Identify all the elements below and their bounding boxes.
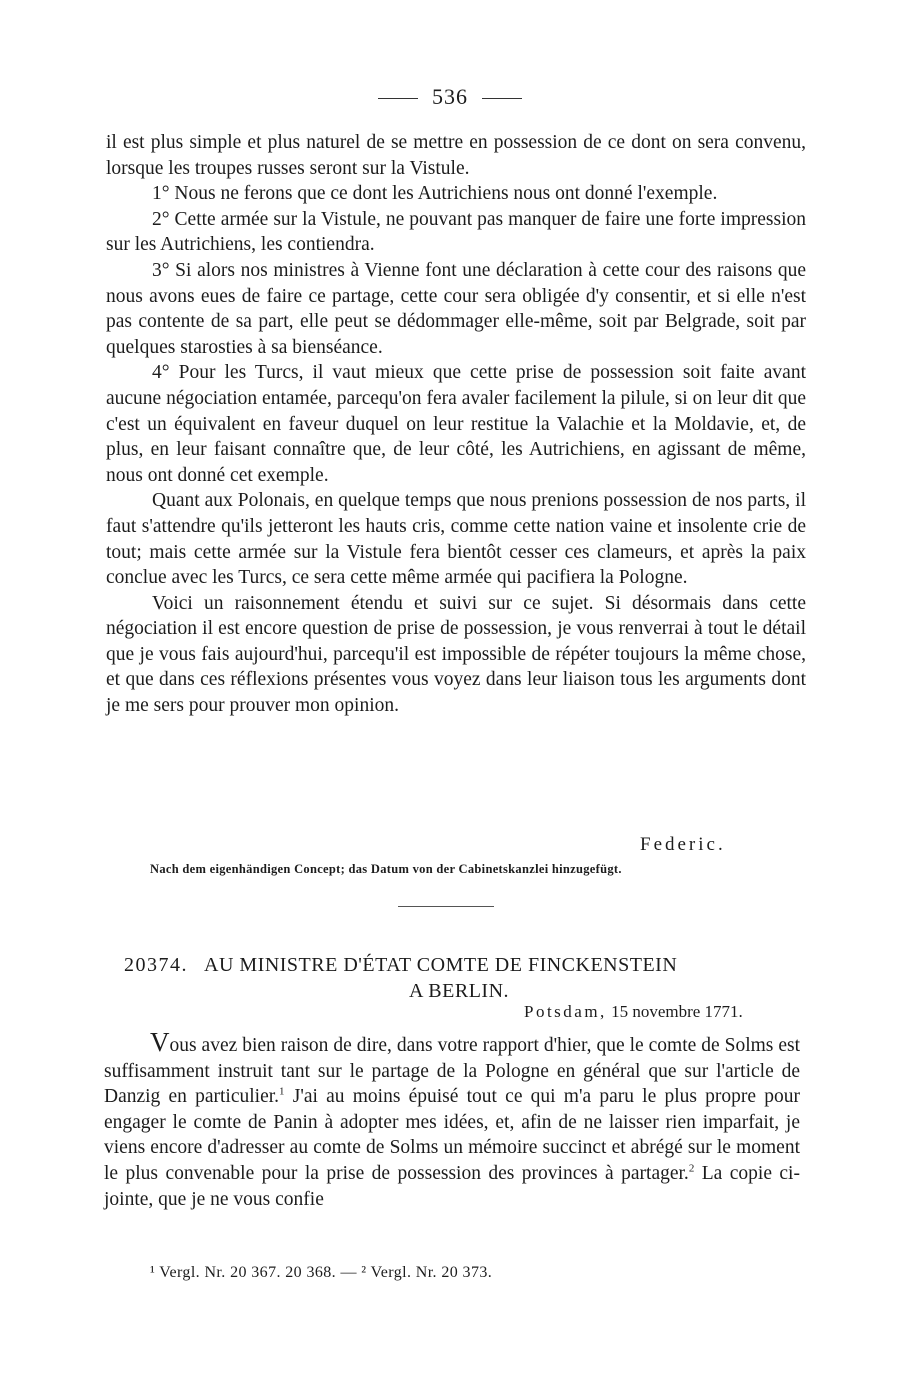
source-note: Nach dem eigenhändigen Concept; das Datum von der Cabinetskanzlei hinzugefügt. (150, 862, 622, 876)
paragraph-intro: il est plus simple et plus naturel de se mettre en possession de ce dont on sera convenu, lorsque les troupes russes seront sur la Vistule. (106, 132, 806, 179)
letter-heading (124, 952, 794, 1004)
page-header (0, 84, 900, 110)
letter-continuation (106, 130, 806, 719)
paragraph-polonais: Quant aux Polonais, en quelque temps que nous prenions possession de nos parts, il faut s'attendre qu'ils jetteront les hauts cris, comme cette nation vaine et insolente crie de tout; mais cette armée sur la Vistule fera bientôt cesser ces clameurs, et après la paix conclue avec les Turcs, ce sera cette même armée qui pacifiera la Pologne. (106, 490, 806, 589)
body-text-part3: La copie ci-jointe, que je ne vous confie (104, 1162, 800, 1210)
signature: Federic. (640, 834, 726, 855)
section-divider (398, 906, 494, 907)
body-text-part1: ous avez bien raison de dire, dans votre rapport d'hier, que le comte de Solms est suffisamment instruit tant sur le partage de la Pologne en général que sur l'article de Danzig en particulier. (104, 1035, 800, 1108)
date: 15 novembre 1771. (611, 1002, 743, 1021)
initial-letter: V (150, 1027, 170, 1057)
letter-body (104, 1027, 800, 1212)
place: Potsdam, (524, 1002, 607, 1021)
header-dash-right (482, 98, 522, 99)
place-date (524, 1002, 743, 1022)
paragraph-point-4: 4° Pour les Turcs, il vaut mieux que cette prise de possession soit faite avant aucune négociation entamée, parcequ'on fera avaler facilement la pilule, si on leur dit que c'est un équivalent en faveur duquel on leur restitue la Valachie et la Moldavie, et, de plus, en leur faisant connaître que, de leur côté, les Autrichiens, en agissant de même, nous ont donné cet exemple. (106, 362, 806, 486)
paragraph-conclusion: Voici un raisonnement étendu et suivi sur ce sujet. Si désormais dans cette négociation il est encore question de prise de possession, je vous renverrai à tout le détail que je vous fais aujourd'hui, parcequ'il est impossible de répéter toujours la même chose, et que dans ces réflexions présentes vous voyez dans leur liaison tous les arguments dont je me sers pour prouver mon opinion. (106, 592, 806, 717)
paragraph-point-3: 3° Si alors nos ministres à Vienne font une déclaration à cette cour des raisons que nous avons eues de faire ce partage, cette cour sera obligée d'y consentir, et si elle n'est pas contente de sa part, elle peut se dédommager elle-même, soit par Belgrade, soit par quelques starosties à sa bienséance. (106, 259, 806, 358)
paragraph-point-1: 1° Nous ne ferons que ce dont les Autrichiens nous ont donné l'exemple. (152, 183, 718, 205)
footnote-ref-1: 1 (279, 1085, 285, 1098)
letter-number: 20374. (124, 954, 188, 976)
page-number: 536 (432, 84, 468, 109)
footnote-ref-2: 2 (688, 1162, 695, 1175)
paragraph-point-2: 2° Cette armée sur la Vistule, ne pouvant pas manquer de faire une forte impression sur les Autrichiens, les contiendra. (106, 208, 806, 256)
footnotes: ¹ Vergl. Nr. 20 367. 20 368. — ² Vergl. Nr. 20 373. (150, 1264, 493, 1281)
header-dash-left (378, 98, 418, 99)
body-text-part2: J'ai au moins épuisé tout ce qui m'a paru le plus propre pour engager le comte de Panin à adopter mes idées, et, afin de ne laisser rien imparfait, je viens encore d'adresser au comte de Solms un mémoire succinct et abrégé sur le moment le plus convenable pour la prise de possession des provinces à partager. (104, 1086, 800, 1184)
letter-title-line1: AU MINISTRE D'ÉTAT COMTE DE FINCKENSTEIN (204, 954, 678, 976)
letter-title-line2: A BERLIN. (408, 980, 510, 1002)
letter-body-paragraph (104, 1027, 800, 1212)
